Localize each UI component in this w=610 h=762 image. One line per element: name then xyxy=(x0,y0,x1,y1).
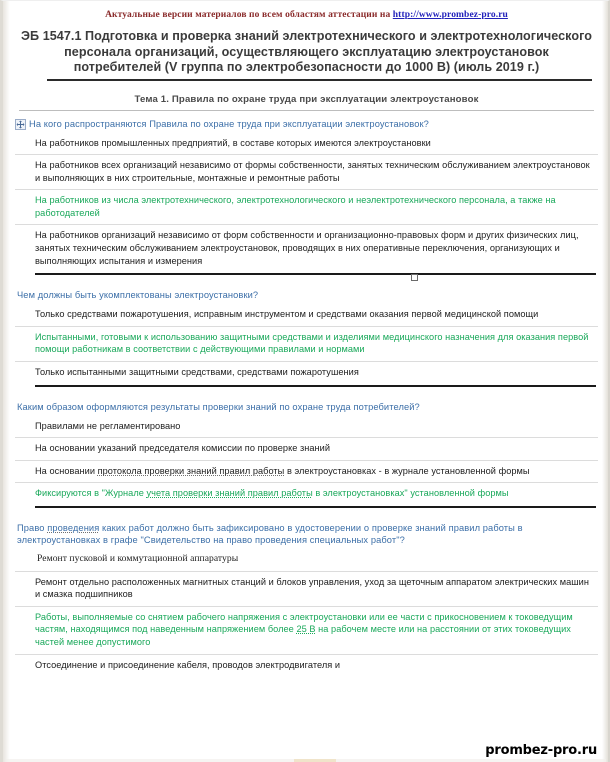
title-divider xyxy=(47,79,592,81)
question-group-separator xyxy=(15,385,598,393)
answer-option[interactable]: Ремонт пусковой и коммутационной аппаратуры xyxy=(15,549,598,572)
banner-text: Актуальные версии материалов по всем областям аттестации на xyxy=(105,10,393,20)
answer-option[interactable]: На работников всех организаций независимо от формы собственности, занятых техническим обслуживанием электроустановок и выполняющих в них строительные, монтажные и ремонтные работы xyxy=(15,155,598,190)
question-text: Чем должны быть укомплектованы электроустановки? xyxy=(17,290,259,301)
answer-option[interactable]: На основании указаний председателя комиссии по проверке знаний xyxy=(15,438,598,461)
questions-list xyxy=(15,118,598,677)
question-row xyxy=(15,401,598,413)
topic-heading: Тема 1. Правила по охране труда при эксплуатации электроустановок xyxy=(134,93,479,105)
question-text: Право проведения каких работ должно быть зафиксировано в удостоверении о проверке знаний правил работы в электроустановках в графе "Свидетельство на право проведения специальных работ"? xyxy=(17,523,523,545)
answer-option[interactable]: Только средствами пожаротушения, исправным инструментом и средствами оказания первой медицинской помощи xyxy=(15,304,598,327)
answer-option[interactable]: Только испытанными защитными средствами, средствами пожаротушения xyxy=(35,367,359,378)
watermark-text: prombez-pro.ru xyxy=(485,743,597,758)
spellcheck-underline: проведения xyxy=(47,523,100,533)
resize-grip-handle[interactable] xyxy=(411,274,418,281)
answer-option[interactable]: На работников промышленных предприятий, в составе которых имеются электроустановки xyxy=(15,133,598,156)
separator-line xyxy=(35,506,596,508)
document-title: ЭБ 1547.1 Подготовка и проверка знаний электротехнического и электротехнологического персонала организаций, осуществляющего эксплуатацию электроустановок потребителей (V группа по электробезопасности до 1000 В) (июль 2019 г.) xyxy=(21,29,592,74)
question-row xyxy=(15,118,598,130)
question-group-separator xyxy=(15,273,598,281)
answer-option-correct[interactable]: Фиксируются в "Журнале учета проверки знаний правил работы в электроустановках" установленной формы xyxy=(35,488,509,499)
answer-option-correct[interactable]: Испытанными, готовыми к использованию защитными средствами и изделиями медицинского назначения для оказания первой помощи работникам в соответствии с действующими правилами и нормами xyxy=(15,327,598,362)
question-text: Каким образом оформляются результаты проверки знаний по охране труда потребителей? xyxy=(17,401,420,412)
question-group-separator xyxy=(15,506,598,514)
separator-line xyxy=(35,385,596,387)
question-text: На кого распространяются Правила по охране труда при эксплуатации электроустановок? xyxy=(29,118,429,129)
question-block xyxy=(15,289,598,383)
question-block xyxy=(15,118,598,273)
answer-options xyxy=(15,549,598,676)
answer-option[interactable]: Ремонт отдельно расположенных магнитных станций и блоков управления, уход за щеточным аппаратом электрических машин и смазка подшипников xyxy=(15,572,598,607)
question-block xyxy=(15,401,598,505)
topic-divider xyxy=(19,110,594,111)
question-block xyxy=(15,522,598,676)
answer-options xyxy=(15,416,598,505)
spellcheck-underline: протокола проверки знаний правил работы xyxy=(97,465,285,476)
answer-option[interactable]: Правилами не регламентировано xyxy=(15,416,598,439)
site-banner xyxy=(15,1,598,20)
move-arrows-icon[interactable] xyxy=(15,119,26,130)
answer-option[interactable]: На основании протокола проверки знаний правил работы в электроустановках - в журнале установленной формы xyxy=(15,461,598,484)
answer-option-correct[interactable]: Работы, выполняемые со снятием рабочего напряжения с электроустановки или ее части с прикосновением к токоведущим частям, находящимся под наведенным напряжением более 25 В на рабочем месте или на расстоянии от этих токоведущих частей менее допустимого xyxy=(15,607,598,655)
question-row xyxy=(15,289,598,301)
spellcheck-underline: учета проверки знаний правил работы xyxy=(146,488,313,499)
answer-option-correct[interactable]: На работников из числа электротехнического, электротехнологического и неэлектротехнического персонала, а также на работодателей xyxy=(15,190,598,225)
answer-options xyxy=(15,304,598,383)
spellcheck-underline: 25 В xyxy=(296,624,316,635)
question-row xyxy=(15,522,598,546)
separator-line xyxy=(35,273,596,275)
page-content xyxy=(3,1,608,676)
watermark xyxy=(485,743,597,758)
answer-options xyxy=(15,133,598,273)
site-url-link[interactable]: http://www.prombez-pro.ru xyxy=(392,10,508,20)
answer-option[interactable]: Отсоединение и присоединение кабеля, проводов электродвигателя и xyxy=(35,659,341,670)
answer-option[interactable]: На работников организаций независимо от форм собственности и организационно-правовых форм и других физических лиц, занятых техническим обслуживанием электроустановок, проводящих в них оперативные переключения, организующих и выполняющих испытания и измерения xyxy=(35,230,579,266)
